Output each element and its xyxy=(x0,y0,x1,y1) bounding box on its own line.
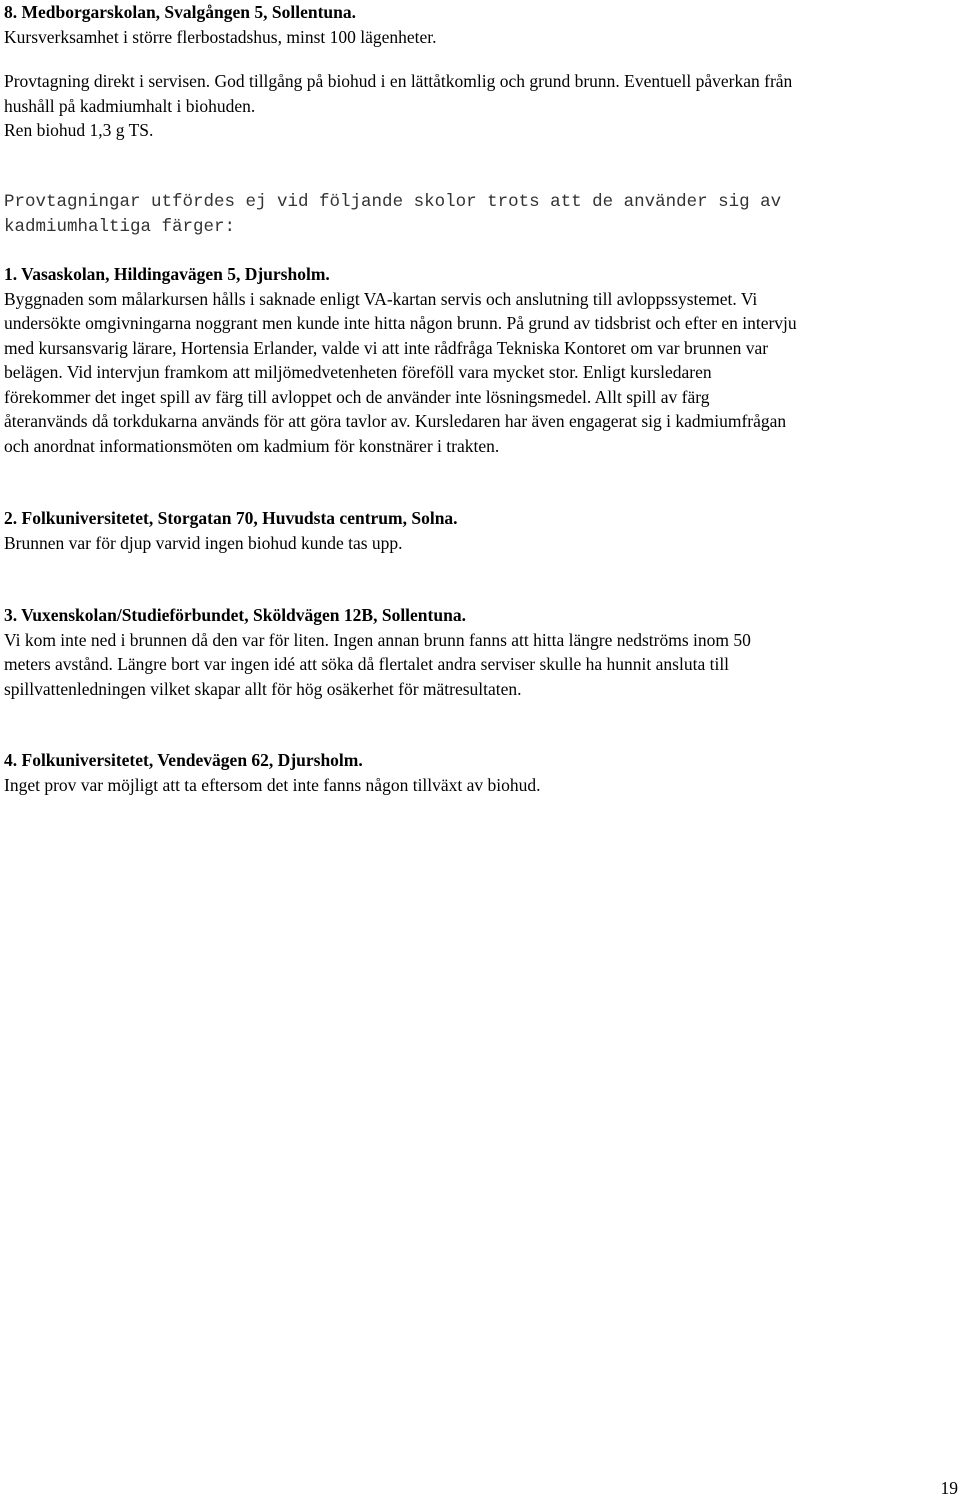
paragraph-line: hushåll på kadmiumhalt i biohuden. xyxy=(4,95,256,116)
notice-block xyxy=(4,190,781,239)
item-1-line: Byggnaden som målarkursen hålls i saknade enligt VA-kartan servis och anslutning till avloppssystemet. Vi xyxy=(4,288,758,309)
item-3-line: spillvattenledningen vilket skapar allt för hög osäkerhet för mätresultaten. xyxy=(4,678,522,699)
item-3-line: Vi kom inte ned i brunnen då den var för liten. Ingen annan brunn fanns att hitta längre nedströms inom 50 xyxy=(4,629,751,650)
item-2-heading: 2. Folkuniversitetet, Storgatan 70, Huvudsta centrum, Solna. xyxy=(4,508,458,528)
item-1 xyxy=(4,262,797,458)
notice-line: kadmiumhaltiga färger: xyxy=(4,216,236,237)
section-8-heading: 8. Medborgarskolan, Svalgången 5, Sollentuna. xyxy=(4,2,356,22)
item-1-line: förekommer det inget spill av färg till avloppet och de använder inte lösningsmedel. Allt spill av färg xyxy=(4,386,710,407)
item-1-line: och anordnat informationsmöten om kadmium för konstnärer i trakten. xyxy=(4,435,500,456)
item-1-line: belägen. Vid intervjun framkom att miljömedvetenheten föreföll vara mycket stor. Enligt kursledaren xyxy=(4,362,712,382)
item-1-line: med kursansvarig lärare, Hortensia Erlander, valde vi att inte rådfråga Tekniska Kontoret om var brunnen var xyxy=(4,337,769,358)
paragraph-line: Ren biohud 1,3 g TS. xyxy=(4,120,154,140)
section-8-paragraph xyxy=(4,69,792,143)
section-8-line: Kursverksamhet i större flerbostadshus, minst 100 lägenheter. xyxy=(4,26,437,47)
item-3-heading: 3. Vuxenskolan/Studieförbundet, Sköldvägen 12B, Sollentuna. xyxy=(4,605,466,625)
item-2-line: Brunnen var för djup varvid ingen biohud kunde tas upp. xyxy=(4,532,403,553)
item-4 xyxy=(4,748,541,797)
item-3 xyxy=(4,603,751,701)
notice-line: Provtagningar utfördes ej vid följande skolor trots att de använder sig av xyxy=(4,192,782,212)
paragraph-line: Provtagning direkt i servisen. God tillgång på biohud i en lättåtkomlig och grund brunn. Eventuell påverkan från xyxy=(4,71,793,91)
item-3-line: meters avstånd. Längre bort var ingen idé att söka då flertalet andra serviser skulle ha hunnit ansluta till xyxy=(4,654,730,674)
item-2 xyxy=(4,506,458,555)
item-1-line: återanvänds då torkdukarna används för att göra tavlor av. Kursledaren har även engagerat sig i kadmiumfrågan xyxy=(4,411,787,431)
item-4-line: Inget prov var möjligt att ta eftersom det inte fanns någon tillväxt av biohud. xyxy=(4,774,541,795)
item-4-heading: 4. Folkuniversitetet, Vendevägen 62, Djursholm. xyxy=(4,750,363,770)
item-1-heading: 1. Vasaskolan, Hildingavägen 5, Djursholm. xyxy=(4,264,330,284)
page-number: 19 xyxy=(940,1478,958,1498)
item-1-line: undersökte omgivningarna noggrant men kunde inte hitta någon brunn. På grund av tidsbrist och efter en intervju xyxy=(4,313,797,333)
section-8 xyxy=(4,0,437,49)
